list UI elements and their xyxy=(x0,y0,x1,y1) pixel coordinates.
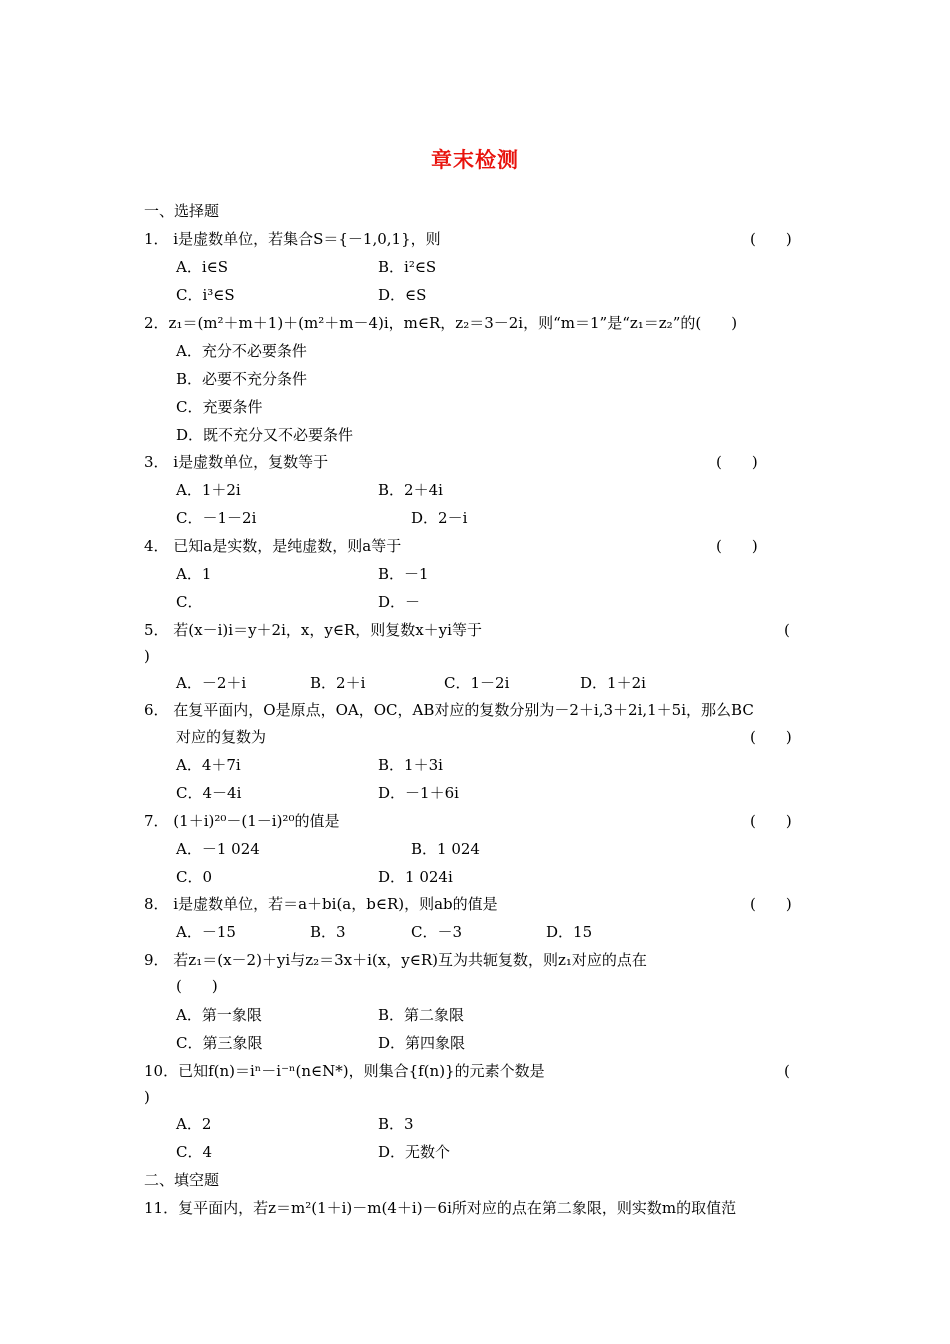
answer-blank-1: ( ) xyxy=(750,230,792,248)
question-5-option-c: C．1－2i xyxy=(444,674,510,692)
question-1-option-b: B．i²∈S xyxy=(378,258,437,276)
question-10-option-d: D．无数个 xyxy=(378,1143,451,1161)
question-9-option-d: D．第四象限 xyxy=(378,1034,466,1052)
question-4-option-c: C． xyxy=(176,593,203,611)
question-5-stem: 5． 若(x－i)i＝y＋2i，x，y∈R，则复数x＋yi等于 xyxy=(144,621,482,639)
question-9-option-a: A．第一象限 xyxy=(176,1006,262,1024)
question-2-stem: 2．z₁＝(m²＋m＋1)＋(m²＋m－4)i，m∈R，z₂＝3－2i，则“m＝1”是“z₁＝z₂”的( ) xyxy=(144,314,738,332)
answer-blank-10-close: ) xyxy=(144,1088,150,1106)
question-2-option-d: D．既不充分又不必要条件 xyxy=(176,426,354,444)
question-6-stem: 6． 在复平面内，O是原点，OA，OC，AB对应的复数分别为－2＋i,3＋2i,1＋5i，那么BC xyxy=(144,701,754,719)
question-2-option-c: C．充要条件 xyxy=(176,398,263,416)
question-4-option-a: A．1 xyxy=(176,565,212,583)
answer-blank-4: ( ) xyxy=(716,537,758,555)
answer-blank-3: ( ) xyxy=(716,453,758,471)
answer-blank-5-open: ( xyxy=(784,621,790,639)
question-1-option-c: C．i³∈S xyxy=(176,286,235,304)
question-8-option-a: A．－15 xyxy=(176,923,236,941)
question-4-option-b: B．－1 xyxy=(378,565,429,583)
question-6-option-c: C．4－4i xyxy=(176,784,242,802)
question-5-option-d: D．1＋2i xyxy=(580,674,646,692)
question-3-option-a: A．1＋2i xyxy=(176,481,241,499)
question-1-option-d: D．∈S xyxy=(378,286,427,304)
question-7-option-c: C．0 xyxy=(176,868,213,886)
question-10-option-a: A．2 xyxy=(176,1115,212,1133)
question-8-option-d: D．15 xyxy=(546,923,593,941)
question-8-option-b: B．3 xyxy=(310,923,346,941)
question-11-stem: 11．复平面内，若z＝m²(1＋i)－m(4＋i)－6i所对应的点在第二象限，则实数m的取值范 xyxy=(144,1199,737,1217)
answer-blank-8: ( ) xyxy=(750,895,792,913)
question-8-stem: 8． i是虚数单位，若＝a＋bi(a，b∈R)，则ab的值是 xyxy=(144,895,498,913)
question-5-option-b: B．2＋i xyxy=(310,674,366,692)
page-title: 章末检测 xyxy=(431,148,519,172)
question-2-option-b: B．必要不充分条件 xyxy=(176,370,308,388)
question-7-option-b: B．1 024 xyxy=(411,840,480,858)
question-3-stem: 3． i是虚数单位，复数等于 xyxy=(144,453,329,471)
question-9-stem: 9． 若z₁＝(x－2)＋yi与z₂＝3x＋i(x，y∈R)互为共轭复数，则z₁对应的点在 xyxy=(144,951,647,969)
answer-blank-9: ( ) xyxy=(176,977,218,995)
question-6-option-d: D．－1＋6i xyxy=(378,784,459,802)
question-8-option-c: C．－3 xyxy=(411,923,463,941)
question-10-option-c: C．4 xyxy=(176,1143,213,1161)
question-10-option-b: B．3 xyxy=(378,1115,414,1133)
question-6-stem-continued: 对应的复数为 xyxy=(176,728,267,746)
answer-blank-7: ( ) xyxy=(750,812,792,830)
question-3-option-d: D．2－i xyxy=(411,509,468,527)
question-2-option-a: A．充分不必要条件 xyxy=(176,342,307,360)
question-4-option-d: D．－ xyxy=(378,593,421,611)
question-6-option-a: A．4＋7i xyxy=(176,756,241,774)
question-5-option-a: A．－2＋i xyxy=(176,674,247,692)
question-7-stem: 7． (1＋i)²⁰－(1－i)²⁰的值是 xyxy=(144,812,340,830)
question-9-option-c: C．第三象限 xyxy=(176,1034,263,1052)
question-4-stem: 4． 已知a是实数，是纯虚数，则a等于 xyxy=(144,537,402,555)
answer-blank-5-close: ) xyxy=(144,647,150,665)
question-3-option-c: C．－1－2i xyxy=(176,509,257,527)
question-3-option-b: B．2＋4i xyxy=(378,481,443,499)
section-heading-choice: 一、选择题 xyxy=(144,202,220,220)
question-9-option-b: B．第二象限 xyxy=(378,1006,465,1024)
question-7-option-d: D．1 024i xyxy=(378,868,453,886)
question-1-stem: 1． i是虚数单位，若集合S＝{－1,0,1}，则 xyxy=(144,230,441,248)
answer-blank-6: ( ) xyxy=(750,728,792,746)
question-7-option-a: A．－1 024 xyxy=(176,840,260,858)
question-6-option-b: B．1＋3i xyxy=(378,756,443,774)
answer-blank-10-open: ( xyxy=(784,1062,790,1080)
section-heading-fill-blank: 二、填空题 xyxy=(144,1171,220,1189)
question-10-stem: 10．已知f(n)＝iⁿ－i⁻ⁿ(n∈N*)，则集合{f(n)}的元素个数是 xyxy=(144,1062,545,1080)
question-1-option-a: A．i∈S xyxy=(176,258,229,276)
